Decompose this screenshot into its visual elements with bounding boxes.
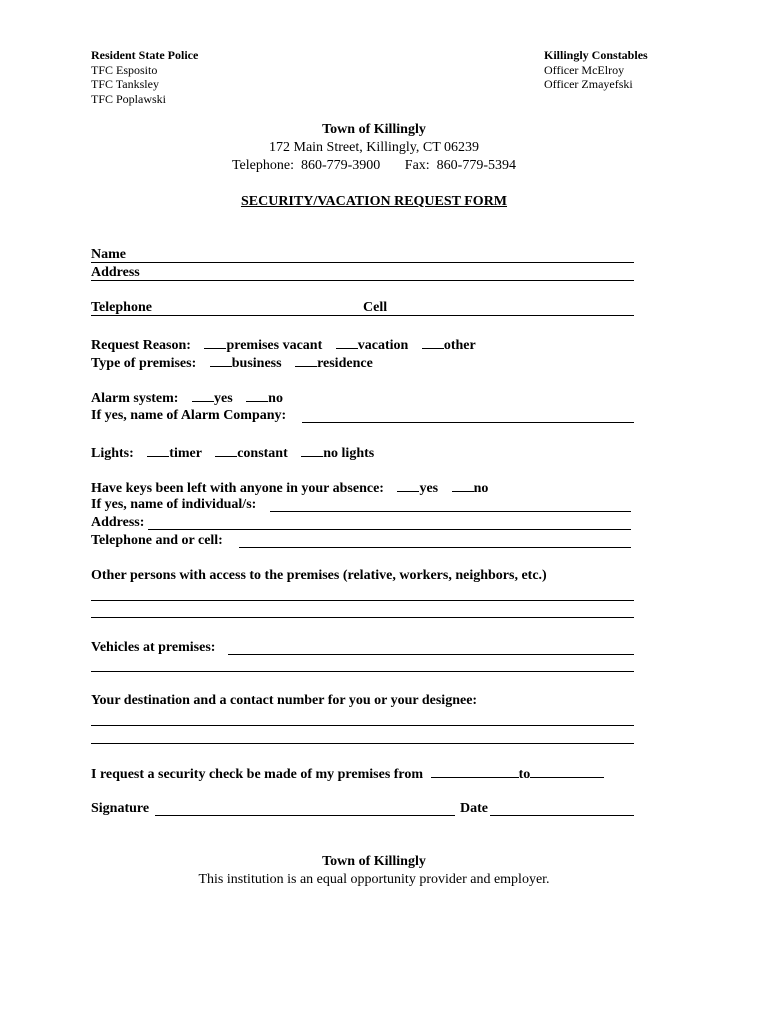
from-date-field[interactable]	[431, 765, 519, 778]
officer-name: TFC Esposito	[91, 62, 158, 77]
option-label: yes	[213, 391, 233, 406]
cell-field[interactable]	[363, 315, 634, 316]
town-telephone: Telephone: 860-779-3900	[231, 158, 381, 173]
option-label: premises vacant	[226, 338, 323, 353]
vehicles-line-2[interactable]	[91, 671, 634, 672]
residence-checkbox[interactable]	[295, 354, 317, 367]
cell-label: Cell	[363, 300, 388, 315]
option-label: other	[443, 338, 476, 353]
constables-title: Killingly Constables	[544, 48, 648, 62]
state-police-title: Resident State Police	[91, 48, 199, 62]
name-field[interactable]	[91, 262, 634, 263]
constant-checkbox[interactable]	[215, 444, 237, 457]
constables-block	[544, 48, 648, 92]
premises-type-row	[91, 354, 373, 372]
keys-address-label: Address:	[91, 515, 145, 530]
alarm-company-field[interactable]	[302, 422, 634, 423]
keys-yes-checkbox[interactable]	[397, 479, 419, 492]
vacation-checkbox[interactable]	[336, 336, 358, 349]
keys-address-field[interactable]	[148, 529, 631, 530]
vehicles-label: Vehicles at premises:	[91, 640, 216, 655]
alarm-row	[91, 389, 283, 407]
destination-line-2[interactable]	[91, 743, 634, 744]
other-persons-line-1[interactable]	[91, 600, 634, 601]
security-check-text: I request a security check be made of my premises from	[91, 767, 424, 782]
option-label: residence	[317, 356, 373, 371]
other-persons-line-2[interactable]	[91, 617, 634, 618]
keys-individual-label: If yes, name of individual/s:	[91, 497, 257, 512]
keys-row	[91, 479, 488, 497]
option-label: constant	[237, 446, 288, 461]
town-name: Town of Killingly	[322, 122, 426, 137]
request-reason-row	[91, 336, 476, 354]
other-persons-label: Other persons with access to the premises (relative, workers, neighbors, etc.)	[91, 568, 547, 583]
keys-individual-field[interactable]	[270, 511, 631, 512]
destination-label: Your destination and a contact number for you or your designee:	[91, 693, 478, 708]
destination-line-1[interactable]	[91, 725, 634, 726]
footer-statement: This institution is an equal opportunity provider and employer.	[198, 872, 550, 887]
footer-town: Town of Killingly	[322, 854, 426, 869]
lights-label: Lights:	[91, 446, 134, 461]
premises-type-label: Type of premises:	[91, 356, 197, 371]
option-label: no	[268, 391, 283, 406]
keys-phone-label: Telephone and or cell:	[91, 533, 223, 548]
alarm-no-checkbox[interactable]	[246, 389, 268, 402]
alarm-label: Alarm system:	[91, 391, 179, 406]
signature-label: Signature	[91, 801, 150, 816]
vehicles-field[interactable]	[228, 654, 634, 655]
request-reason-label: Request Reason:	[91, 338, 191, 353]
town-fax: Fax: 860-779-5394	[404, 158, 517, 173]
date-label: Date	[460, 801, 488, 816]
alarm-yes-checkbox[interactable]	[192, 389, 214, 402]
option-label: business	[231, 356, 282, 371]
officer-name: Officer Zmayefski	[544, 77, 633, 91]
alarm-company-label: If yes, name of Alarm Company:	[91, 408, 287, 423]
telephone-field[interactable]	[91, 315, 363, 316]
business-checkbox[interactable]	[210, 354, 232, 367]
lights-row	[91, 444, 374, 462]
to-label: to	[518, 767, 531, 782]
no-lights-checkbox[interactable]	[301, 444, 323, 457]
officer-name: Officer McElroy	[544, 62, 625, 77]
option-label: yes	[419, 481, 439, 496]
other-checkbox[interactable]	[422, 336, 444, 349]
option-label: no lights	[323, 446, 375, 461]
date-field[interactable]	[490, 815, 634, 816]
keys-phone-field[interactable]	[239, 547, 631, 548]
premises-vacant-checkbox[interactable]	[204, 336, 226, 349]
town-address: 172 Main Street, Killingly, CT 06239	[269, 140, 479, 155]
officer-name: TFC Poplawski	[91, 91, 167, 106]
telephone-label: Telephone	[91, 300, 152, 315]
timer-checkbox[interactable]	[147, 444, 169, 457]
keys-label: Have keys been left with anyone in your absence:	[91, 481, 384, 496]
keys-no-checkbox[interactable]	[452, 479, 474, 492]
option-label: vacation	[357, 338, 409, 353]
signature-field[interactable]	[155, 815, 455, 816]
to-date-field[interactable]	[530, 765, 604, 778]
address-label: Address	[91, 265, 140, 280]
state-police-block	[91, 48, 198, 106]
officer-name: TFC Tanksley	[91, 77, 159, 91]
form-title: SECURITY/VACATION REQUEST FORM	[240, 194, 508, 209]
option-label: timer	[169, 446, 202, 461]
security-check-row	[91, 765, 604, 783]
option-label: no	[473, 481, 489, 496]
name-label: Name	[91, 247, 126, 262]
address-field[interactable]	[91, 280, 634, 281]
town-contact	[0, 158, 748, 174]
